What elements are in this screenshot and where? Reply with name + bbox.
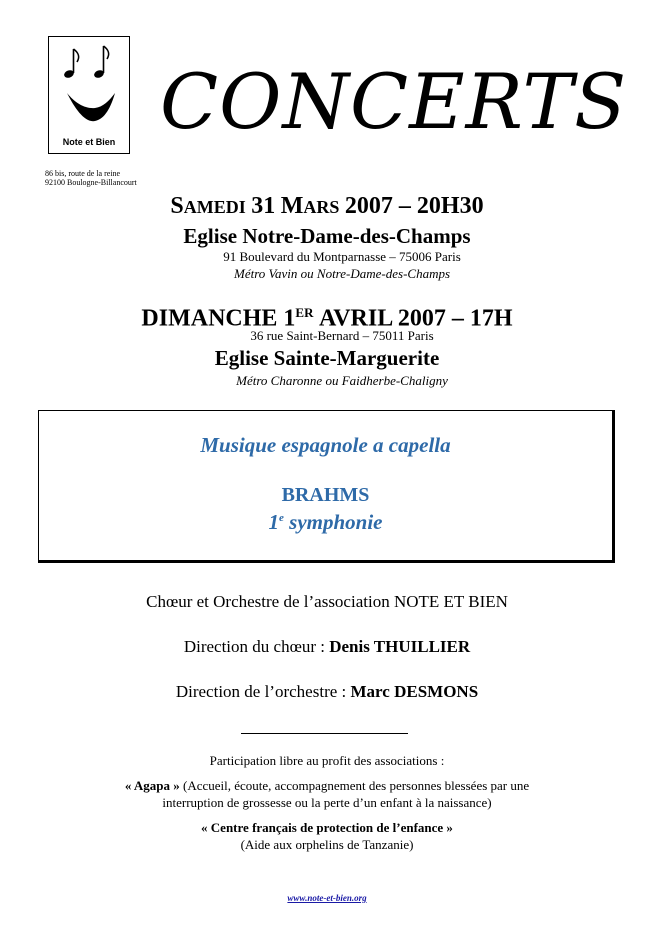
divider [241,733,408,734]
program-work: 1e symphonie [268,510,383,534]
concert2-address: 36 rue Saint-Bernard – 75011 Paris [250,328,434,343]
concert2-metro: Métro Charonne ou Faidherbe-Chaligny [236,373,448,388]
website-link-row [0,888,654,906]
concert1-church: Eglise Notre-Dame-des-Champs [183,224,471,248]
concert2-date: DIMANCHE 1ER AVRIL 2007 – 17H [141,305,513,332]
orchestra-director: Direction de l’orchestre : Marc DESMONS [175,682,479,701]
concert1-date: SAMEDI 31 MARS 2007 – 20H30 [170,193,484,219]
assoc1-line2: interruption de grossesse ou la perte d’un enfant à la naissance) [162,795,492,810]
concert1-address: 91 Boulevard du Montparnasse – 75006 Paris [223,249,461,264]
sender-address-line2: 92100 Boulogne-Billancourt [45,178,137,187]
assoc2-desc: (Aide aux orphelins de Tanzanie) [240,837,414,852]
concert1-metro: Métro Vavin ou Notre-Dame-des-Champs [233,266,451,281]
program-box [38,410,615,563]
ensemble-credit: Chœur et Orchestre de l’association NOTE ET BIEN [146,592,508,611]
program-line: Musique espagnole a capella [200,433,451,457]
music-notes-smile-icon [49,37,129,137]
concert2-church: Eglise Sainte-Marguerite [214,346,440,370]
association-logo [48,36,130,154]
assoc1-line1: « Agapa » (Accueil, écoute, accompagnement des personnes blessées par une [124,778,530,793]
sender-address-line1: 86 bis, route de la reine [45,169,121,178]
assoc2-name: « Centre français de protection de l’enfance » [201,820,453,835]
program-composer: BRAHMS [281,484,370,506]
donation-intro: Participation libre au profit des associations : [209,753,445,768]
website-link[interactable]: www.note-et-bien.org [287,893,367,903]
choir-director: Direction du chœur : Denis THUILLIER [183,637,471,656]
logo-label: Note et Bien [62,137,116,147]
page-headline: CONCERTS [160,57,628,146]
